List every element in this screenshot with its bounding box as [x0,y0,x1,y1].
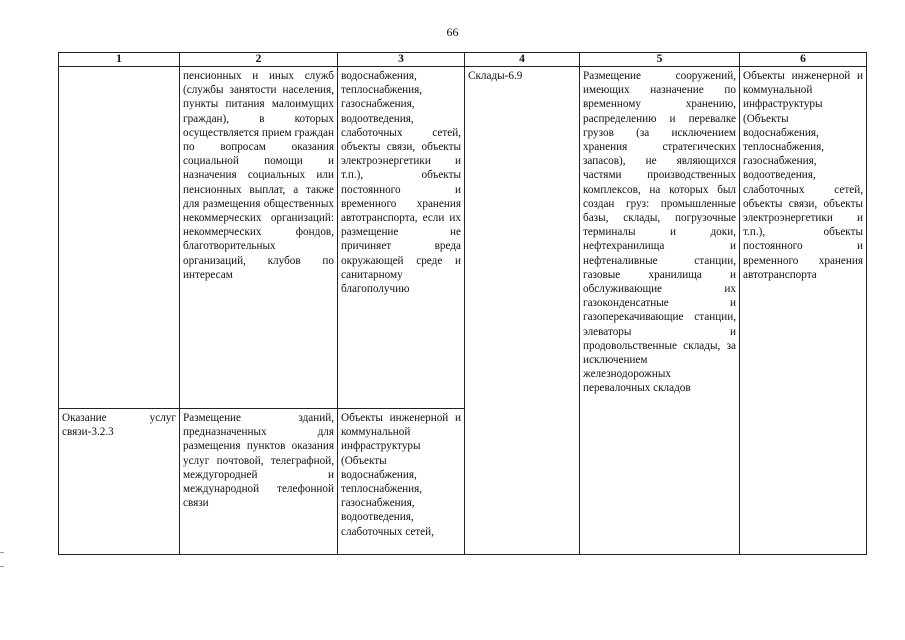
margin-mark [0,566,4,567]
column-header-2: 2 [180,53,338,67]
cell-row1-col2: пенсионных и иных служб (службы занятости населения, пункты питания малоимущих граждан), в которых осуществляется прием граждан по вопросам оказания социальной помощи и назначения социальных или пенсионных выплат, а также для размещения общественных некоммерческих организаций: некоммерческих фондов, благотворительных организаций, клубов по интересам [180,67,338,409]
cell-row1-col4: Склады-6.9 [465,67,580,555]
page-number: 66 [446,25,459,39]
column-header-3: 3 [338,53,465,67]
cell-row1-col6: Объекты инженерной и коммунальной инфраструктуры (Объекты водоснабжения, теплоснабжения, газоснабжения, водоотведения, слаботочных сетей, объекты связи, объекты электроэнергетики и т.п.), объекты постоянного и временного хранения автотранспорта [740,67,867,555]
cell-row2-col2: Размещение зданий, предназначенных для размещения пунктов оказания услуг почтовой, телеграфной, междугородней и международной телефонной связи [180,409,338,555]
cell-row1-col1 [59,67,180,409]
table-row [59,67,867,409]
column-header-5: 5 [580,53,740,67]
cell-row2-col3: Объекты инженерной и коммунальной инфраструктуры (Объекты водоснабжения, теплоснабжения, газоснабжения, водоотведения, слаботочных сетей, [338,409,465,555]
column-header-6: 6 [740,53,867,67]
column-header-1: 1 [59,53,180,67]
cell-row2-col1: Оказание услуг связи-3.2.3 [59,409,180,555]
land-use-table [58,52,867,555]
cell-row1-col3: водоснабжения, теплоснабжения, газоснабжения, водоотведения, слаботочных сетей, объекты связи, объекты электроэнергетики и т.п.), объекты постоянного и временного хранения автотранспорта, если их размещение не причиняет вреда окружающей среде и санитарному благополучию [338,67,465,409]
header-row [59,53,867,67]
cell-row1-col5: Размещение сооружений, имеющих назначение по временному хранению, распределению и перевалке грузов (за исключением хранения стратегических запасов), не являющихся частями производственных комплексов, на которых был создан груз: промышленные базы, склады, погрузочные терминалы и доки, нефтехранилища и нефтеналивные станции, газовые хранилища и обслуживающие их газоконденсатные и газоперекачивающие станции, элеваторы и продовольственные склады, за исключением железнодорожных перевалочных складов [580,67,740,555]
column-header-4: 4 [465,53,580,67]
margin-mark [0,552,4,553]
